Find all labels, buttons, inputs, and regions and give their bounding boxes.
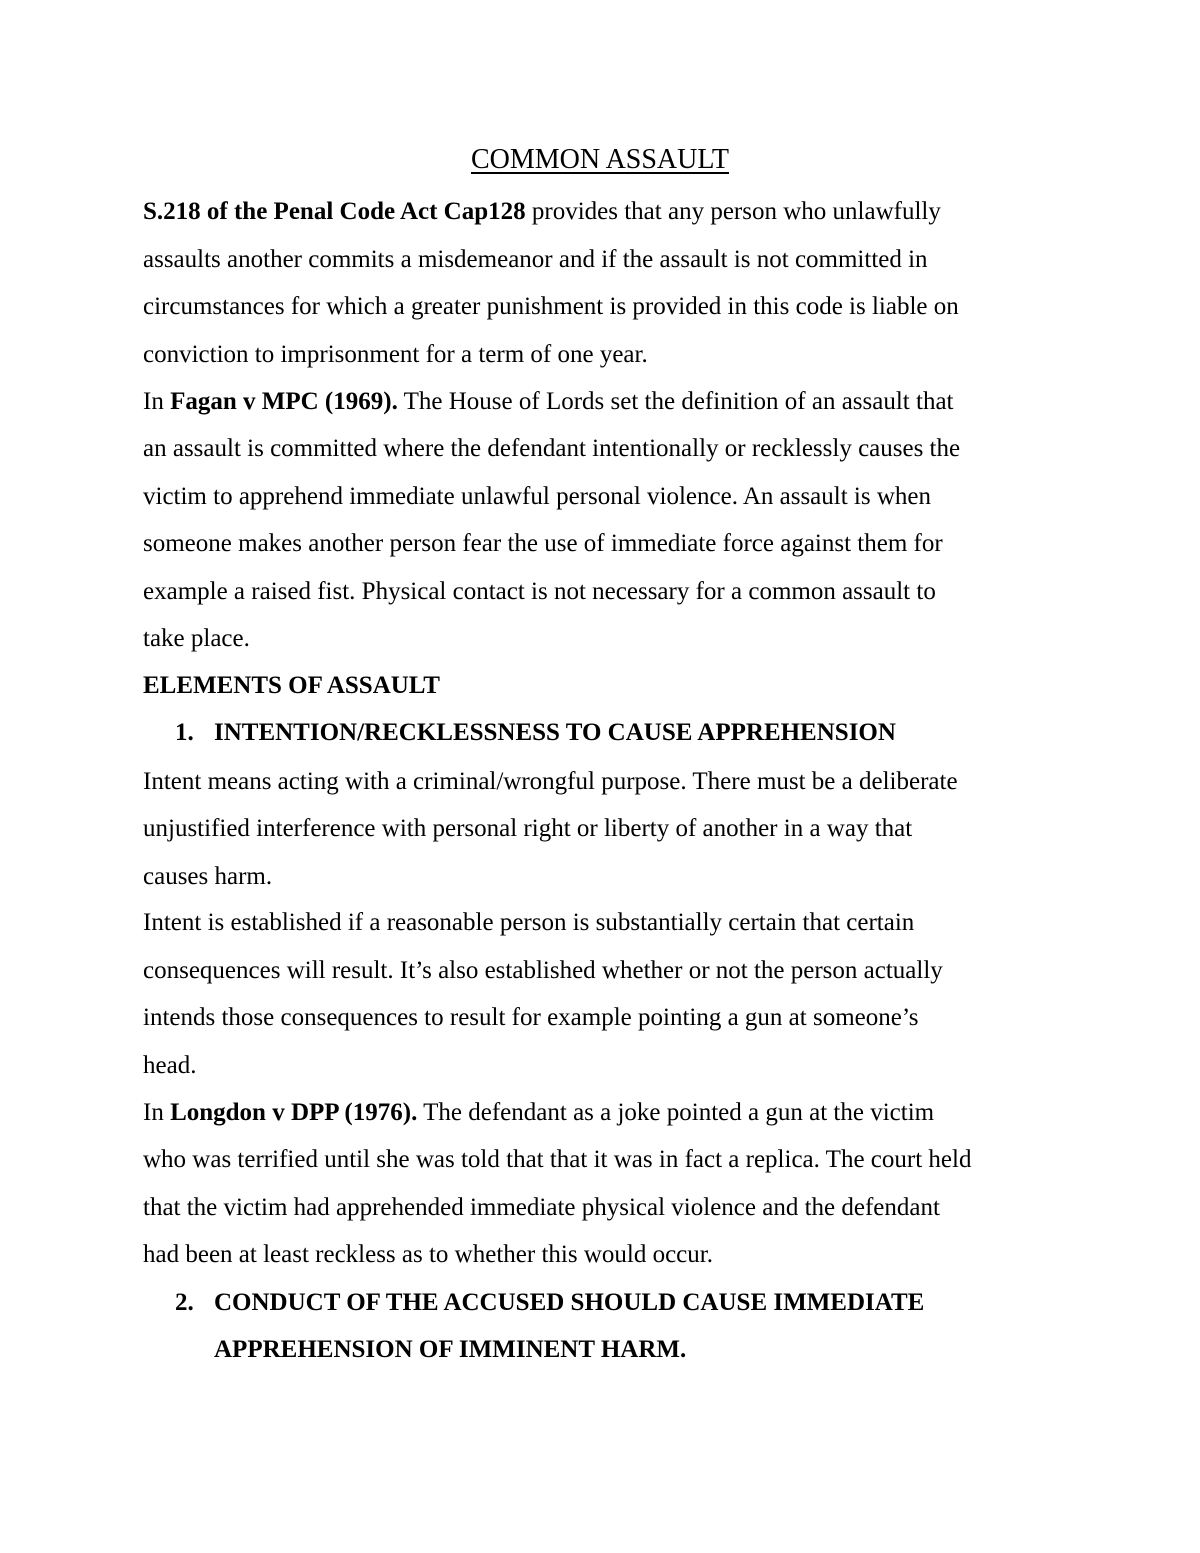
paragraph-line: unjustified interference with personal right or liberty of another in a way that (143, 815, 913, 842)
paragraph-line (143, 195, 941, 229)
paragraph-line: take place. (143, 625, 250, 652)
paragraph-line: an assault is committed where the defendant intentionally or recklessly causes the (143, 435, 961, 462)
page-title: COMMON ASSAULT (470, 144, 730, 175)
paragraph-line (143, 385, 954, 419)
text-span: provides that any person who unlawfully (525, 198, 941, 225)
paragraph-line: circumstances for which a greater punishment is provided in this code is liable on (143, 293, 959, 320)
statute-reference: S.218 of the Penal Code Act Cap128 (143, 198, 526, 225)
paragraph-line: had been at least reckless as to whether this would occur. (143, 1241, 713, 1268)
paragraph-line: who was terrified until she was told that that it was in fact a replica. The court held (143, 1146, 972, 1173)
case-citation: Longdon v DPP (1976). (170, 1099, 418, 1126)
list-heading: CONDUCT OF THE ACCUSED SHOULD CAUSE IMMEDIATE (214, 1289, 925, 1316)
paragraph-line: example a raised fist. Physical contact is not necessary for a common assault to (143, 578, 936, 605)
paragraph-line: Intent is established if a reasonable person is substantially certain that certain (143, 909, 915, 936)
paragraph-line: assaults another commits a misdemeanor and if the assault is not committed in (143, 246, 928, 273)
paragraph-line: conviction to imprisonment for a term of one year. (143, 341, 648, 368)
list-heading: INTENTION/RECKLESSNESS TO CAUSE APPREHENSION (214, 719, 896, 746)
list-number: 2. (175, 1289, 194, 1316)
text-span: The defendant as a joke pointed a gun at the victim (417, 1099, 935, 1126)
paragraph-line: Intent means acting with a criminal/wrongful purpose. There must be a deliberate (143, 768, 958, 795)
paragraph-line: victim to apprehend immediate unlawful personal violence. An assault is when (143, 483, 931, 510)
paragraph-line: intends those consequences to result for example pointing a gun at someone’s (143, 1004, 919, 1031)
list-heading-continued: APPREHENSION OF IMMINENT HARM. (214, 1336, 687, 1363)
paragraph-line: that the victim had apprehended immediate physical violence and the defendant (143, 1194, 940, 1221)
paragraph-line: causes harm. (143, 863, 273, 890)
text-span: In (143, 1099, 171, 1126)
case-citation: Fagan v MPC (1969). (170, 388, 398, 415)
paragraph-line: someone makes another person fear the use of immediate force against them for (143, 530, 943, 557)
section-heading: ELEMENTS OF ASSAULT (143, 672, 440, 699)
list-number: 1. (175, 719, 194, 746)
text-span: In (143, 388, 171, 415)
paragraph-line: consequences will result. It’s also established whether or not the person actually (143, 957, 943, 984)
text-span: The House of Lords set the definition of an assault that (397, 388, 954, 415)
paragraph-line (143, 1096, 934, 1130)
paragraph-line: head. (143, 1052, 197, 1079)
